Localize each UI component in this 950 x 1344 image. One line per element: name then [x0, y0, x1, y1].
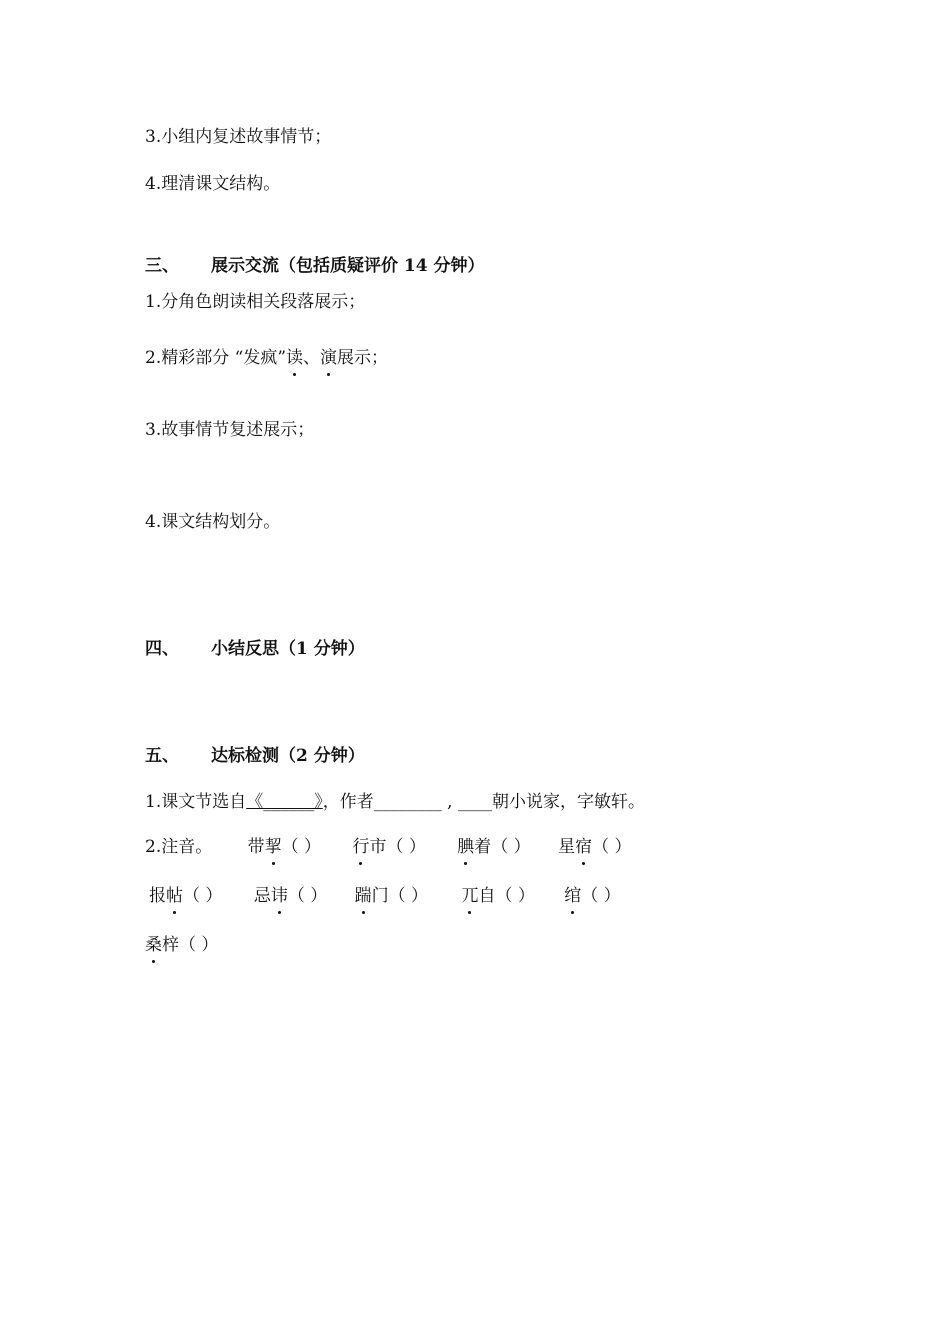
- book-title-blank: 《______》: [246, 792, 323, 812]
- section-4-number: 四、: [145, 639, 179, 659]
- word-jihui: 忌讳（ ）: [253, 886, 328, 906]
- section-3-number: 三、: [145, 256, 179, 276]
- question-2-row-1: [145, 836, 631, 858]
- word-xingxiu: 星宿（ ）: [558, 837, 632, 857]
- emphasis-char: 读: [286, 348, 304, 368]
- item-2-text: 2.精彩部分 “发疯”: [145, 348, 287, 368]
- section-5-number: 五、: [145, 746, 179, 766]
- section-3-item-4: 4.课文结构划分。: [145, 512, 281, 532]
- question-2-row-3: [145, 934, 218, 956]
- question-1: [145, 791, 645, 813]
- step-3: 3.小组内复述故事情节；: [145, 127, 332, 147]
- question-1-prefix: 1.课文节选自: [145, 792, 247, 812]
- section-5-heading: [145, 745, 365, 767]
- section-3-item-2: [145, 347, 388, 369]
- item-2-separator: 、: [303, 348, 321, 368]
- section-4-heading: [145, 638, 365, 660]
- section-3-title: 展示交流（包括质疑评价 14 分钟）: [211, 256, 485, 276]
- word-daiqie: 带挈（ ）: [247, 837, 322, 857]
- item-2-tail: 展示；: [337, 348, 389, 368]
- section-3-heading: [145, 255, 485, 277]
- word-chuaimen: 踹门（ ）: [354, 886, 429, 906]
- word-sangzi: 桑梓（ ）: [145, 935, 219, 955]
- step-4: 4.理清课文结构。: [145, 174, 281, 194]
- question-2-row-2: [149, 885, 621, 907]
- emphasis-char: 演: [320, 348, 338, 368]
- word-baotie: 报帖（ ）: [149, 886, 223, 906]
- section-3-item-3: 3.故事情节复述展示；: [145, 420, 315, 440]
- section-4-title: 小结反思（1 分钟）: [211, 639, 365, 659]
- section-5-title: 达标检测（2 分钟）: [211, 746, 365, 766]
- section-3-item-1: 1.分角色朗读相关段落展示；: [145, 292, 366, 312]
- word-hangshi: 行市（ ）: [352, 837, 426, 857]
- word-tianzhe: 腆着（ ）: [457, 837, 531, 857]
- word-wuzi: 兀自（ ）: [461, 886, 535, 906]
- word-wan: 绾（ ）: [564, 886, 621, 906]
- question-2-label: 2.注音。: [145, 837, 213, 857]
- question-1-rest: ，作者________ , ____朝小说家，字敏轩。: [322, 792, 645, 812]
